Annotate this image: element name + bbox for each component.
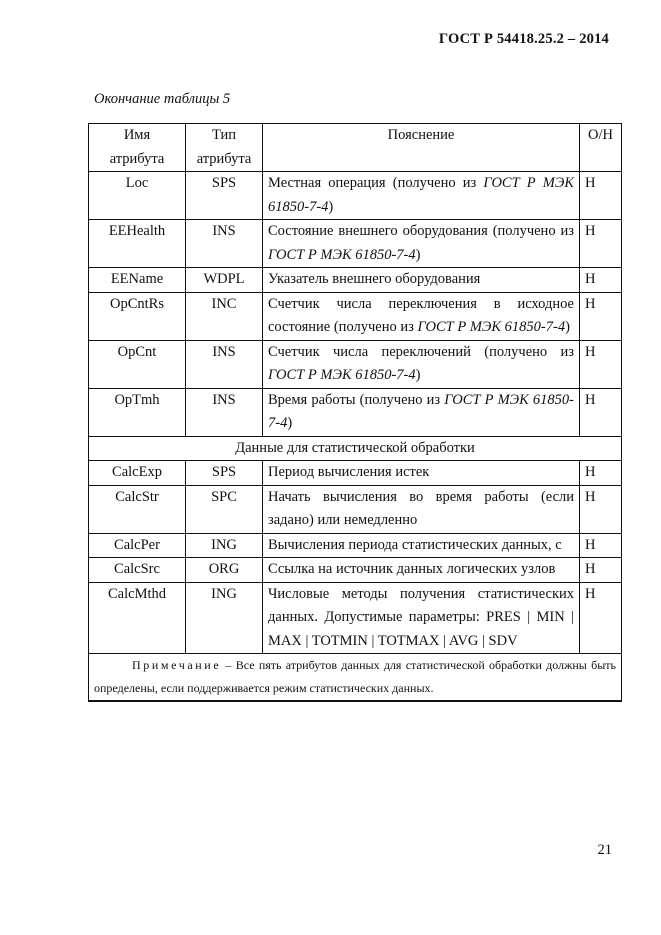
table-row [89, 582, 622, 654]
table-row [89, 172, 622, 220]
desc-text-end: ) [415, 246, 421, 263]
header-mo: О/Н [580, 124, 622, 172]
attribute-mo: Н [580, 340, 622, 388]
desc-text-end: ) [565, 319, 570, 335]
document-header: ГОСТ Р 54418.25.2 – 2014 [438, 31, 609, 47]
desc-text: Счетчик числа переключения в исходное состояние (получено из [268, 295, 574, 335]
note-label: Примечание [132, 658, 222, 672]
attribute-mo: Н [580, 388, 622, 436]
header-name-line2: атрибута [109, 150, 165, 167]
attribute-type: INS [186, 340, 263, 388]
attribute-description [263, 340, 580, 388]
attribute-type: ORG [186, 558, 263, 583]
attribute-name: OpTmh [89, 388, 186, 436]
section-heading: Данные для статистической обработки [89, 436, 622, 461]
header-description: Пояснение [263, 124, 580, 172]
attribute-name: CalcExp [89, 461, 186, 486]
attribute-name: CalcStr [89, 485, 186, 533]
attribute-description [263, 388, 580, 436]
attribute-name: EEName [89, 268, 186, 293]
table-row [89, 485, 622, 533]
section-row [89, 436, 622, 461]
attribute-name: OpCnt [89, 340, 186, 388]
attribute-type: ING [186, 533, 263, 558]
table-row [89, 533, 622, 558]
attribute-name: EEHealth [89, 220, 186, 268]
attribute-description [263, 172, 580, 220]
desc-text-end: ) [287, 415, 293, 431]
note-row [89, 654, 622, 702]
attribute-mo: Н [580, 558, 622, 583]
attribute-mo: Н [580, 461, 622, 486]
attribute-name: CalcMthd [89, 582, 186, 654]
desc-reference: ГОСТ Р МЭК 61850-7-4 [268, 391, 575, 431]
table-row [89, 388, 622, 436]
attribute-name: OpCntRs [89, 292, 186, 340]
attribute-description: Период вычисления истек [263, 461, 580, 486]
table-row [89, 340, 622, 388]
table-row [89, 461, 622, 486]
desc-text: Местная операция (получено из [268, 175, 484, 191]
table-row [89, 220, 622, 268]
table-row [89, 558, 622, 583]
attribute-description [263, 268, 580, 293]
desc-reference: ГОСТ Р МЭК 61850-7-4 [268, 367, 416, 383]
attribute-mo: Н [580, 485, 622, 533]
table-caption: Окончание таблицы 5 [94, 91, 231, 107]
attribute-description [263, 220, 580, 268]
desc-reference: ГОСТ Р МЭК 61850-7-4 [268, 246, 416, 263]
desc-text-end: ) [328, 198, 334, 215]
table-header-row [89, 124, 622, 172]
attribute-name: CalcPer [89, 533, 186, 558]
attribute-description: Вычисления периода статистических данных, с [263, 533, 580, 558]
attribute-description: Числовые методы получения статистических данных. Допустимые параметры: PRES | MIN | MAX | TOTMIN | TOTMAX | AVG | SDV [263, 582, 580, 654]
attribute-mo: Н [580, 268, 622, 293]
attribute-type: WDPL [186, 268, 263, 293]
desc-text: Счетчик числа переключений (получено из [268, 343, 574, 360]
attribute-type: SPS [186, 172, 263, 220]
attribute-type: ING [186, 582, 263, 654]
attribute-mo: Н [580, 292, 622, 340]
desc-reference: ГОСТ Р МЭК 61850-7-4 [268, 175, 574, 215]
attribute-name: CalcSrc [89, 558, 186, 583]
attributes-table [88, 123, 622, 702]
table-note [89, 654, 622, 702]
table-row [89, 292, 622, 340]
desc-reference: ГОСТ Р МЭК 61850-7-4 [417, 319, 566, 335]
desc-text: Указатель внешнего оборудования [268, 271, 481, 287]
attribute-description: Начать вычисления во время работы (если задано) или немедленно [263, 485, 580, 533]
page-number: 21 [597, 842, 612, 858]
attribute-type: INC [186, 292, 263, 340]
attribute-mo: Н [580, 533, 622, 558]
header-type-line2: атрибута [196, 150, 252, 167]
attribute-description [263, 292, 580, 340]
attribute-type: INS [186, 220, 263, 268]
desc-text: Время работы (получено из [268, 391, 445, 408]
attribute-mo: Н [580, 582, 622, 654]
attribute-mo: Н [580, 220, 622, 268]
attribute-type: SPS [186, 461, 263, 486]
header-name-line1: Имя [123, 127, 151, 143]
header-type-line1: Тип [211, 127, 236, 143]
attribute-type: INS [186, 388, 263, 436]
header-name [89, 124, 186, 172]
attribute-description: Ссылка на источник данных логических узлов [263, 558, 580, 583]
attribute-type: SPC [186, 485, 263, 533]
note-text: – Все пять атрибутов данных для статистической обработки должны быть определены, если поддерживается режим статистических данных. [94, 658, 616, 695]
table-row [89, 268, 622, 293]
desc-text-end: ) [415, 367, 421, 383]
desc-text: Состояние внешнего оборудования (получено из [268, 223, 574, 239]
attribute-name: Loc [89, 172, 186, 220]
attribute-mo: Н [580, 172, 622, 220]
header-type [186, 124, 263, 172]
